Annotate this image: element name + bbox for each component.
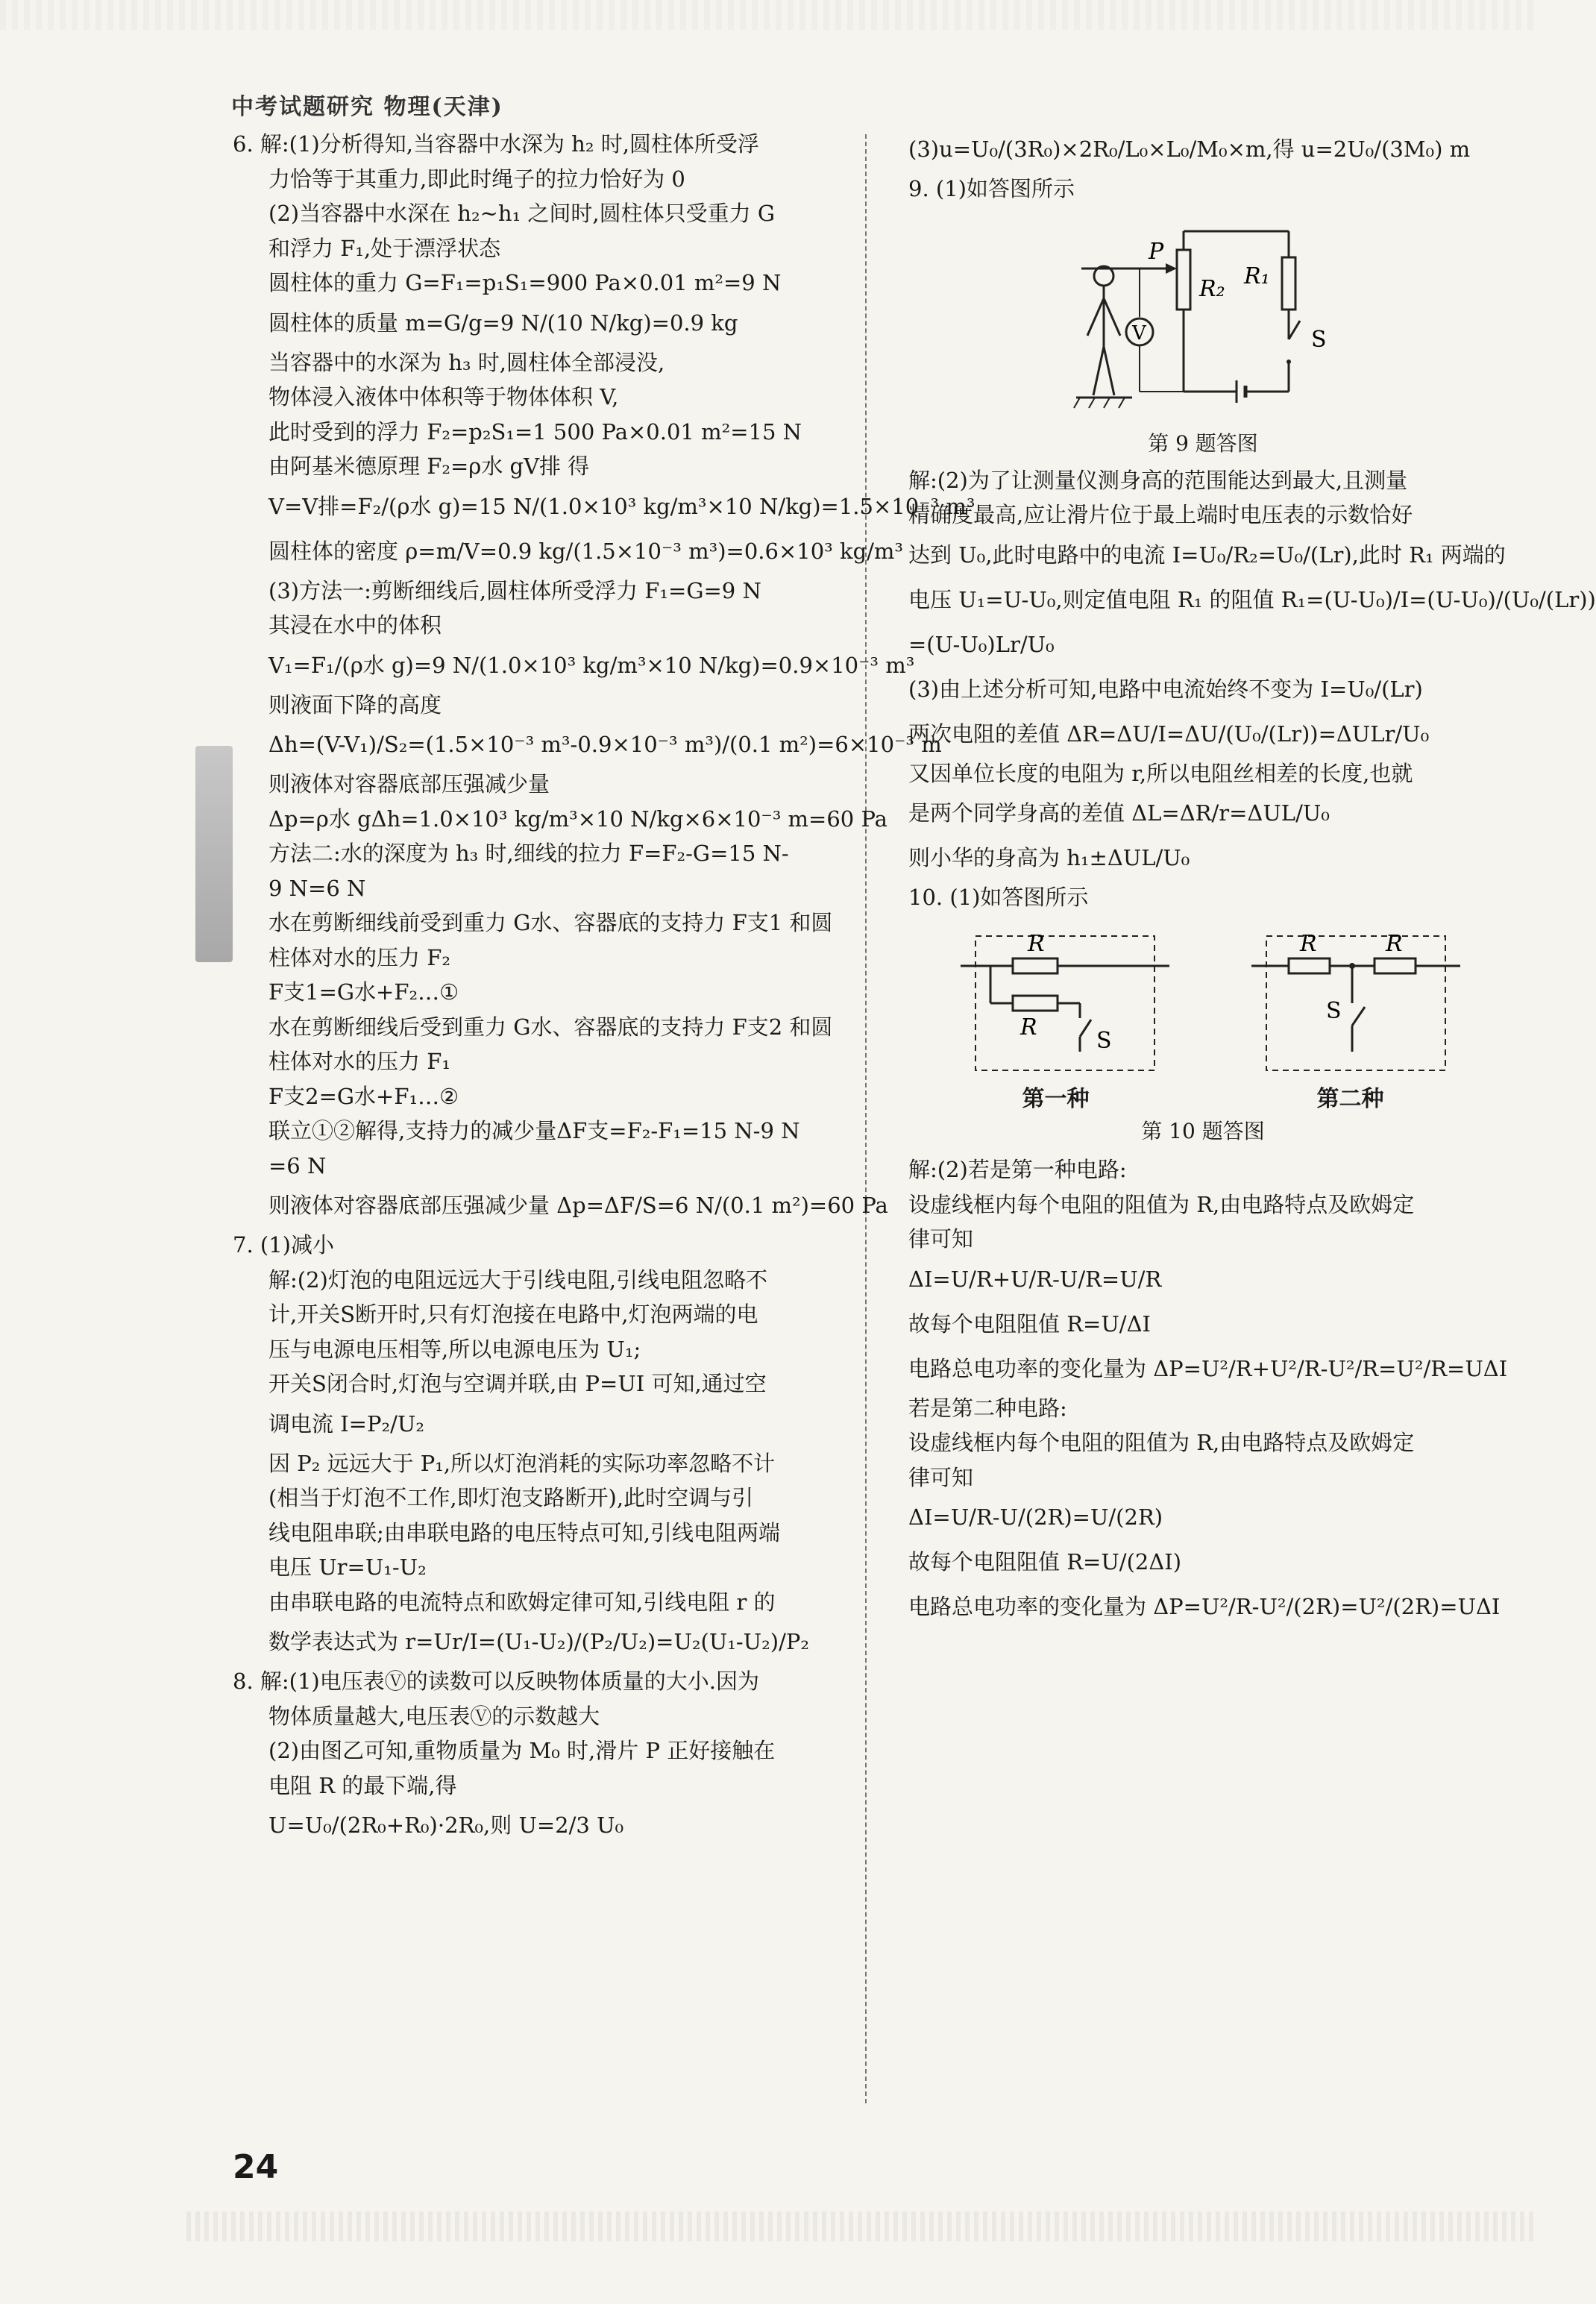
q10-solution-line-2: 设虚线框内每个电阻的阻值为 R,由电路特点及欧姆定 (908, 1191, 1415, 1217)
top-scan-band (0, 0, 1535, 30)
q10-solution-line-8: 设虚线框内每个电阻的阻值为 R,由电路特点及欧姆定 (908, 1430, 1415, 1455)
left-line-41: 由串联电路的电流特点和欧姆定律可知,引线电阻 r 的 (268, 1589, 776, 1615)
q9-solution-line-9: 是两个同学身高的差值 ΔL=ΔR/r=ΔUL/U₀ (908, 800, 1330, 826)
figure-10-subcaptions (908, 1082, 1498, 1117)
left-line-10: 由阿基米德原理 F₂=ρ水 gV排 得 (268, 453, 590, 479)
left-line-29: =6 N (268, 1152, 327, 1178)
left-line-4: 和浮力 F₁,处于漂浮状态 (268, 235, 501, 261)
left-line-31: 7. (1)减小 (233, 1232, 334, 1258)
right-column (908, 127, 1596, 1629)
left-line-3: (2)当容器中水深在 h₂~h₁ 之间时,圆柱体只受重力 G (268, 201, 776, 226)
q10-solution-line-3: 律可知 (908, 1226, 974, 1252)
page-number: 24 (233, 2148, 279, 2186)
fig10a-R-top: R (1028, 930, 1045, 957)
figure-9-circuit (908, 213, 1498, 436)
left-line-18: 则液体对容器底部压强减少量 (268, 771, 550, 797)
left-line-32: 解:(2)灯泡的电阻远远大于引线电阻,引线电阻忽略不 (268, 1266, 768, 1293)
q10-solution-line-1: 解:(2)若是第一种电路: (908, 1157, 1127, 1182)
left-line-43: 8. 解:(1)电压表Ⓥ的读数可以反映物体质量的大小.因为 (233, 1669, 759, 1694)
bottom-scan-band (186, 2212, 1535, 2241)
left-line-17: Δh=(V-V₁)/S₂=(1.5×10⁻³ m³-0.9×10⁻³ m³)/(0.1 m²)=6×10⁻³ m (268, 732, 942, 757)
left-line-22: 水在剪断细线前受到重力 G水、容器底的支持力 F支1 和圆 (268, 910, 833, 935)
left-line-19: Δp=ρ水 gΔh=1.0×10³ kg/m³×10 N/kg×6×10⁻³ m=60 Pa (268, 806, 887, 832)
left-line-26: 柱体对水的压力 F₁ (268, 1049, 450, 1074)
left-line-2: 力恰等于其重力,即此时绳子的拉力恰好为 0 (268, 166, 685, 192)
left-line-1: 6. 解:(1)分析得知,当容器中水深为 h₂ 时,圆柱体所受浮 (233, 131, 759, 157)
q10-solution-line-11: 故每个电阻阻值 R=U/(2ΔI) (908, 1549, 1182, 1575)
left-line-35: 开关S闭合时,灯泡与空调并联,由 P=UI 可知,通过空 (268, 1371, 767, 1396)
label-R1: R₁ (1244, 263, 1270, 289)
fig10b-R-left: R (1300, 930, 1317, 957)
left-line-46: 电阻 R 的最下端,得 (268, 1772, 457, 1798)
left-line-25: 水在剪断细线后受到重力 G水、容器底的支持力 F支2 和圆 (268, 1014, 833, 1040)
label-S: S (1311, 326, 1327, 353)
left-line-38: (相当于灯泡不工作,即灯泡支路断开),此时空调与引 (268, 1485, 754, 1510)
figure-10-circuits (908, 921, 1498, 1085)
figure-9 (908, 213, 1498, 436)
q10-solution-line-12: 电路总电功率的变化量为 ΔP=U²/R-U²/(2R)=U²/(2R)=UΔI (908, 1594, 1501, 1619)
q9-solution-line-1: 解:(2)为了让测量仪测身高的范围能达到最大,且测量 (908, 467, 1408, 493)
left-line-11: V=V排=F₂/(ρ水 g)=15 N/(1.0×10³ kg/m³×10 N/kg)=1.5×10⁻³ m³ (268, 493, 975, 519)
left-line-24: F支1=G水+F₂…① (268, 979, 459, 1005)
left-line-34: 压与电源电压相等,所以电源电压为 U₁; (268, 1336, 641, 1362)
left-line-42: 数学表达式为 r=Ur/I=(U₁-U₂)/(P₂/U₂)=U₂(U₁-U₂)/P₂ (268, 1629, 809, 1654)
left-line-28: 联立①②解得,支持力的减少量ΔF支=F₂-F₁=15 N-9 N (268, 1118, 800, 1143)
figure-9-caption: 第 9 题答图 (1148, 430, 1258, 456)
q10-solution-line-4: ΔI=U/R+U/R-U/R=U/R (908, 1266, 1162, 1292)
left-line-21: 9 N=6 N (268, 875, 366, 901)
left-line-8: 物体浸入液体中体积等于物体体积 V, (268, 384, 619, 409)
left-line-36: 调电流 I=P₂/U₂ (268, 1410, 424, 1437)
figure-10 (908, 921, 1498, 1085)
side-tab (195, 746, 233, 962)
q9-solution-line-2: 精确度最高,应让滑片位于最上端时电压表的示数恰好 (908, 502, 1413, 527)
q8-part3-line: (3)u=U₀/(3R₀)×2R₀/L₀×L₀/M₀×m,得 u=2U₀/(3M₀) m (908, 136, 1471, 162)
q10-solution-line-6: 电路总电功率的变化量为 ΔP=U²/R+U²/R-U²/R=U²/R=UΔI (908, 1355, 1508, 1381)
left-line-47: U=U₀/(2R₀+R₀)·2R₀,则 U=2/3 U₀ (268, 1812, 624, 1838)
label-P: P (1149, 238, 1164, 265)
q9-heading: 9. (1)如答图所示 (908, 176, 1075, 201)
left-line-13: (3)方法一:剪断细线后,圆柱体所受浮力 F₁=G=9 N (268, 577, 761, 603)
q9-solution-line-10: 则小华的身高为 h₁±ΔUL/U₀ (908, 845, 1190, 870)
left-line-37: 因 P₂ 远远大于 P₁,所以灯泡消耗的实际功率忽略不计 (268, 1450, 776, 1476)
left-line-9: 此时受到的浮力 F₂=p₂S₁=1 500 Pa×0.01 m²=15 N (268, 418, 802, 445)
left-line-20: 方法二:水的深度为 h₃ 时,细线的拉力 F=F₂-G=15 N- (268, 841, 789, 866)
left-line-40: 电压 Ur=U₁-U₂ (268, 1554, 427, 1580)
q9-solution-line-8: 又因单位长度的电阻为 r,所以电阻丝相差的长度,也就 (908, 760, 1413, 786)
left-line-15: V₁=F₁/(ρ水 g)=9 N/(1.0×10³ kg/m³×10 N/kg)=0.9×10⁻³ m³ (268, 652, 915, 678)
left-line-7: 当容器中的水深为 h₃ 时,圆柱体全部浸没, (268, 349, 665, 375)
page-header: 中考试题研究 物理(天津) (231, 94, 503, 120)
left-line-14: 其浸在水中的体积 (268, 612, 442, 638)
left-line-12: 圆柱体的密度 ρ=m/V=0.9 kg/(1.5×10⁻³ m³)=0.6×10³ kg/m³ (268, 538, 904, 564)
left-line-45: (2)由图乙可知,重物质量为 M₀ 时,滑片 P 正好接触在 (268, 1738, 776, 1763)
left-line-16: 则液面下降的高度 (268, 691, 442, 718)
q9-solution-line-5: =(U-U₀)Lr/U₀ (908, 631, 1055, 657)
q10-solution-line-9: 律可知 (908, 1464, 974, 1490)
label-V: V (1132, 321, 1146, 345)
q10-solution-line-10: ΔI=U/R-U/(2R)=U/(2R) (908, 1504, 1163, 1530)
left-line-27: F支2=G水+F₁…② (268, 1083, 459, 1109)
q9-solution-line-7: 两次电阻的差值 ΔR=ΔU/I=ΔU/(U₀/(Lr))=ΔULr/U₀ (908, 721, 1430, 747)
q9-solution-line-4: 电压 U₁=U-U₀,则定值电阻 R₁ 的阻值 R₁=(U-U₀)/I=(U-U₀)/(U₀/(Lr)) (908, 586, 1596, 612)
left-line-23: 柱体对水的压力 F₂ (268, 944, 450, 970)
fig10b-S: S (1326, 997, 1342, 1024)
left-line-44: 物体质量越大,电压表Ⓥ的示数越大 (268, 1703, 600, 1729)
q10-solution-line-5: 故每个电阻阻值 R=U/ΔI (908, 1310, 1151, 1337)
label-R2: R₂ (1199, 275, 1225, 302)
fig10-first-label: 第一种 (1022, 1085, 1090, 1112)
fig10a-R-bottom: R (1020, 1014, 1037, 1040)
q9-solution-line-6: (3)由上述分析可知,电路中电流始终不变为 I=U₀/(Lr) (908, 676, 1423, 702)
fig10-second-label: 第二种 (1316, 1085, 1384, 1112)
left-line-39: 线电阻串联;由串联电路的电压特点可知,引线电阻两端 (268, 1519, 780, 1545)
left-column (233, 127, 975, 1848)
left-line-6: 圆柱体的质量 m=G/g=9 N/(10 N/kg)=0.9 kg (268, 310, 738, 336)
q10-solution-line-7: 若是第二种电路: (908, 1395, 1067, 1421)
q9-solution-line-3: 达到 U₀,此时电路中的电流 I=U₀/R₂=U₀/(Lr),此时 R₁ 两端的 (908, 542, 1506, 568)
column-divider (865, 134, 867, 2103)
figure-10-caption: 第 10 题答图 (1141, 1119, 1265, 1143)
q10-heading: 10. (1)如答图所示 (908, 885, 1089, 910)
left-line-30: 则液体对容器底部压强减少量 Δp=ΔF/S=6 N/(0.1 m²)=60 Pa (268, 1193, 888, 1218)
fig10a-S: S (1096, 1027, 1112, 1054)
fig10b-R-right: R (1386, 930, 1403, 957)
left-line-33: 计,开关S断开时,只有灯泡接在电路中,灯泡两端的电 (268, 1302, 758, 1327)
left-line-5: 圆柱体的重力 G=F₁=p₁S₁=900 Pa×0.01 m²=9 N (268, 270, 782, 295)
